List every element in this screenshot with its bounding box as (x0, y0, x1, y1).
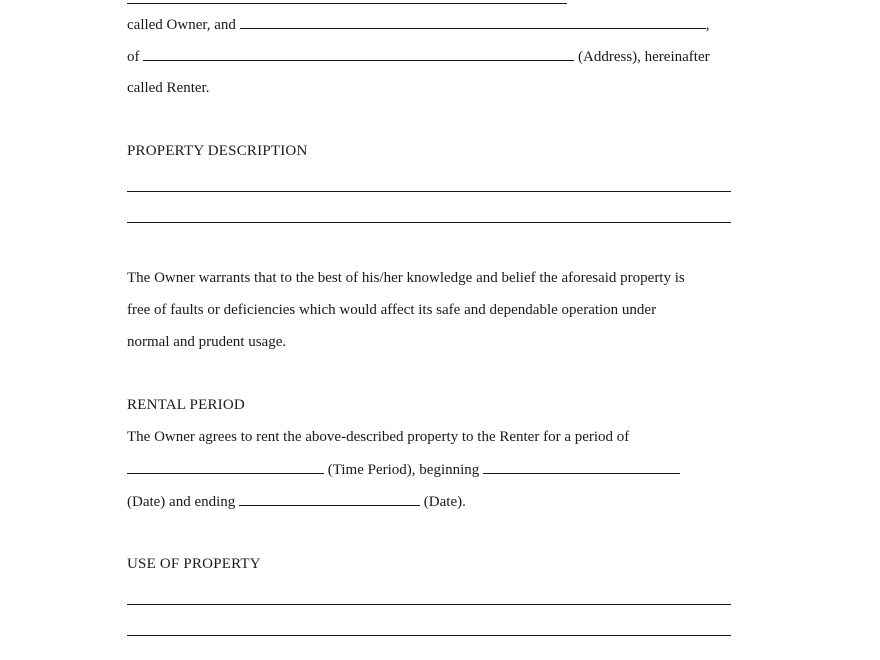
owner-comma: , (705, 17, 710, 33)
renter-address-field[interactable] (143, 47, 574, 61)
renter-name-field[interactable] (240, 15, 706, 29)
time-period-field[interactable] (127, 460, 324, 474)
time-period-label: (Time Period), beginning (327, 462, 480, 478)
renter-line: called Renter. (127, 80, 210, 96)
time-period-line (127, 460, 680, 479)
warranty-line-3: normal and prudent usage. (127, 334, 287, 350)
date-label: (Date) and ending (127, 494, 236, 510)
end-date-field[interactable] (239, 492, 420, 506)
property-description-heading: PROPERTY DESCRIPTION (127, 143, 308, 159)
rental-period-line-1: The Owner agrees to rent the above-described property to the Renter for a period of (127, 429, 630, 445)
property-description-field-2[interactable] (127, 222, 731, 223)
previous-line-blank-field[interactable] (127, 0, 567, 4)
address-label: (Address), hereinafter (578, 49, 710, 65)
date-end-label: (Date). (423, 494, 466, 510)
warranty-line-1: The Owner warrants that to the best of his/her knowledge and belief the aforesaid property is (127, 270, 685, 286)
of-label: of (127, 49, 140, 65)
owner-label: called Owner, and (127, 17, 236, 33)
property-description-field-1[interactable] (127, 191, 731, 192)
rental-period-heading: RENTAL PERIOD (127, 397, 245, 413)
owner-line (127, 15, 709, 34)
end-date-line (127, 492, 466, 511)
begin-date-field[interactable] (483, 460, 680, 474)
use-of-property-heading: USE OF PROPERTY (127, 556, 261, 572)
address-line (127, 47, 710, 66)
use-of-property-field-1[interactable] (127, 604, 731, 605)
use-of-property-field-2[interactable] (127, 635, 731, 636)
warranty-line-2: free of faults or deficiencies which would affect its safe and dependable operation under (127, 302, 657, 318)
